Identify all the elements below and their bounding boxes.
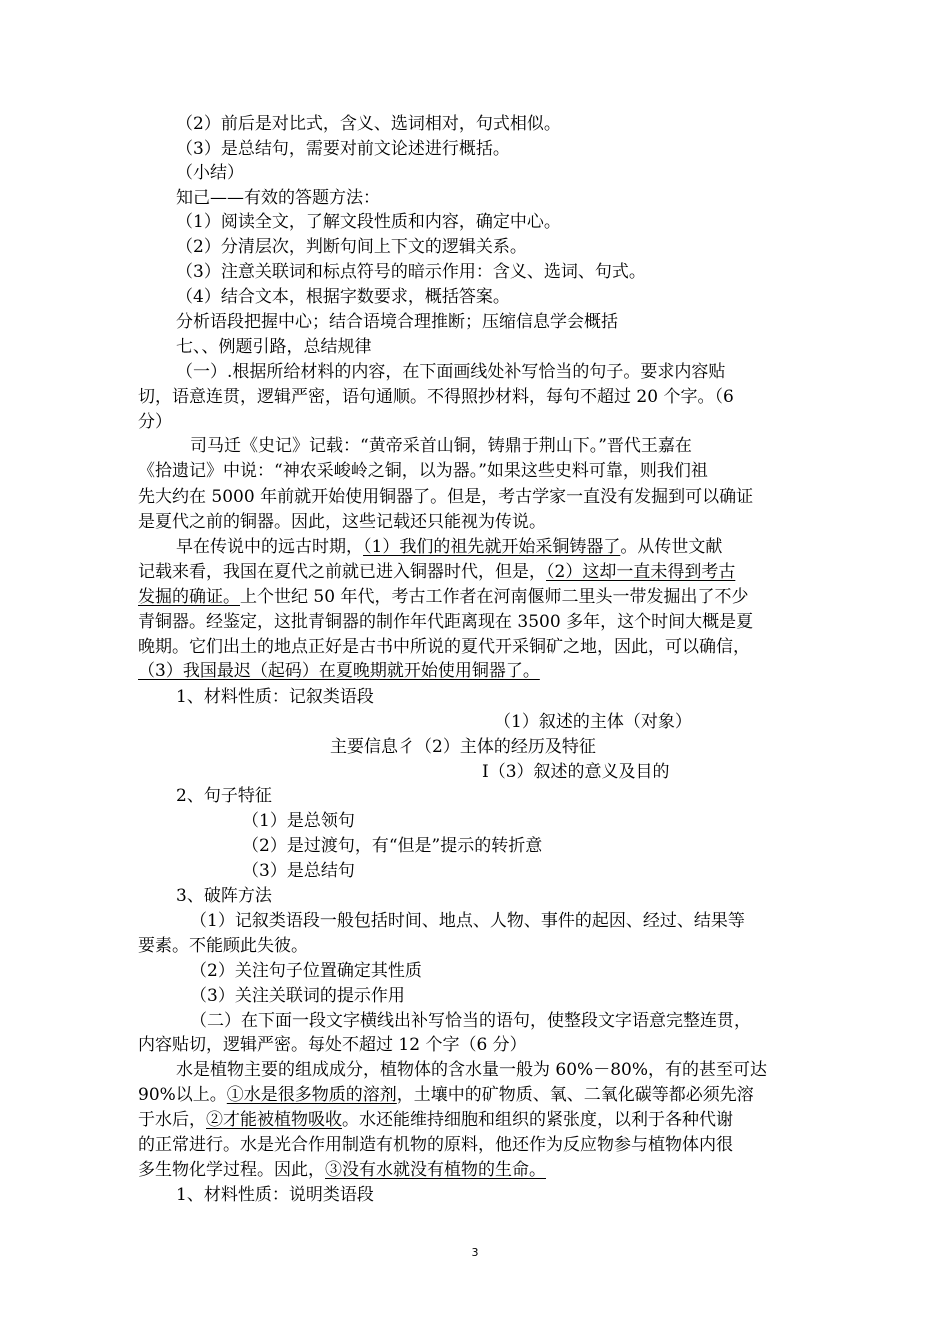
text-line: 是夏代之前的铜器。因此，这些记载还只能视为传说。 — [138, 512, 546, 532]
text-line: 分析语段把握中心；结合语境合理推断；压缩信息学会概括 — [176, 312, 618, 332]
text-line: 发掘的确证。上个世纪 50 年代，考古工作者在河南偃师二里头一带发掘出了不少 — [138, 587, 749, 607]
answer-blank-3: ③没有水就没有植物的生命。 — [325, 1160, 546, 1180]
section-heading: 七、、例题引路，总结规律 — [176, 337, 372, 357]
text-line: （1）记叙类语段一般包括时间、地点、人物、事件的起因、经过、结果等 — [190, 911, 745, 931]
text-line: （1）阅读全文，了解文段性质和内容，确定中心。 — [176, 212, 561, 232]
text-line: （3）是总结句 — [242, 861, 355, 881]
answer-blank-1: ①水是很多物质的溶剂 — [226, 1085, 397, 1105]
text-line: （2）是过渡句，有“但是”提示的转折意 — [242, 836, 543, 856]
text-line: （1）是总领句 — [242, 811, 355, 831]
text-line: 记载来看，我国在夏代之前就已进入铜器时代，但是，（2）这却一直未得到考古 — [138, 562, 736, 582]
text-line: 主要信息彳（2）主体的经历及特征 — [330, 737, 596, 757]
page-number: 3 — [471, 1246, 479, 1259]
text-line: （3）注意关联词和标点符号的暗示作用：含义、选词、句式。 — [176, 262, 646, 282]
text-line: 多生物化学过程。因此，③没有水就没有植物的生命。 — [138, 1160, 546, 1180]
text-line: 3、破阵方法 — [176, 886, 272, 906]
text-line: 于水后，②才能被植物吸收。水还能维持细胞和组织的紧张度，以利于各种代谢 — [138, 1110, 733, 1130]
text-line: 1、材料性质：记叙类语段 — [176, 687, 374, 707]
text-line: （1）叙述的主体（对象） — [494, 712, 692, 732]
text-line: （2）关注句子位置确定其性质 — [190, 961, 422, 981]
text-line: 90%以上。①水是很多物质的溶剂，土壤中的矿物质、氧、二氧化碳等都必须先溶 — [138, 1085, 754, 1105]
text-line: 《拾遗记》中说：“神农采峻岭之铜，以为器。”如果这些史料可靠，则我们祖 — [138, 461, 708, 481]
text-line: （小结） — [176, 163, 244, 183]
text-line: 分） — [138, 412, 172, 432]
text-line — [138, 659, 540, 683]
text-line: 2、句子特征 — [176, 786, 272, 806]
text-line: （3）关注关联词的提示作用 — [190, 986, 405, 1006]
text-line: 切，语意连贯，逻辑严密，语句通顺。不得照抄材料，每句不超过 20 个字。（6 — [138, 387, 734, 407]
answer-blank-1: （1）我们的祖先就开始采铜铸器了 — [363, 537, 621, 557]
text-line: I（3）叙述的意义及目的 — [482, 762, 670, 782]
text-line: （2）前后是对比式，含义、选词相对，句式相似。 — [176, 114, 561, 134]
answer-blank-2-cont: 发掘的确证。 — [138, 587, 240, 607]
text-line: （3）是总结句，需要对前文论述进行概括。 — [176, 139, 510, 159]
text-line: 早在传说中的远古时期，（1）我们的祖先就开始采铜铸器了。从传世文献 — [176, 537, 723, 557]
text-line: 青铜器。经鉴定，这批青铜器的制作年代距离现在 3500 多年，这个时间大概是夏 — [138, 612, 754, 632]
text-line: 的正常进行。水是光合作用制造有机物的原料，他还作为反应物参与植物体内很 — [138, 1135, 733, 1155]
text-line: 先大约在 5000 年前就开始使用铜器了。但是，考古学家一直没有发掘到可以确证 — [138, 487, 754, 507]
text-line: （4）结合文本，根据字数要求，概括答案。 — [176, 287, 510, 307]
question-heading: （一）.根据所给材料的内容，在下面画线处补写恰当的句子。要求内容贴 — [176, 362, 726, 382]
text-line: （2）分清层次，判断句间上下文的逻辑关系。 — [176, 237, 527, 257]
answer-blank-2: ②才能被植物吸收 — [206, 1110, 342, 1130]
text-line: 1、材料性质：说明类语段 — [176, 1185, 374, 1205]
text-line: 内容贴切，逻辑严密。每处不超过 12 个字（6 分） — [138, 1035, 527, 1055]
text-line: 要素。不能顾此失彼。 — [138, 936, 308, 956]
text-line: 知己——有效的答题方法： — [176, 188, 380, 208]
question-heading: （二）在下面一段文字横线出补写恰当的语句，使整段文字语意完整连贯， — [190, 1011, 751, 1031]
text-line: 水是植物主要的组成成分，植物体的含水量一般为 60%－80%，有的甚至可达 — [176, 1060, 767, 1080]
text-line: 晚期。它们出土的地点正好是古书中所说的夏代开采铜矿之地，因此，可以确信， — [138, 637, 750, 657]
answer-blank-3: （3）我国最迟（起码）在夏晚期就开始使用铜器了。 — [138, 661, 540, 681]
answer-blank-2: （2）这却一直未得到考古 — [546, 562, 736, 582]
text-line: 司马迁《史记》记载：“黄帝采首山铜，铸鼎于荆山下。”晋代王嘉在 — [190, 436, 692, 456]
